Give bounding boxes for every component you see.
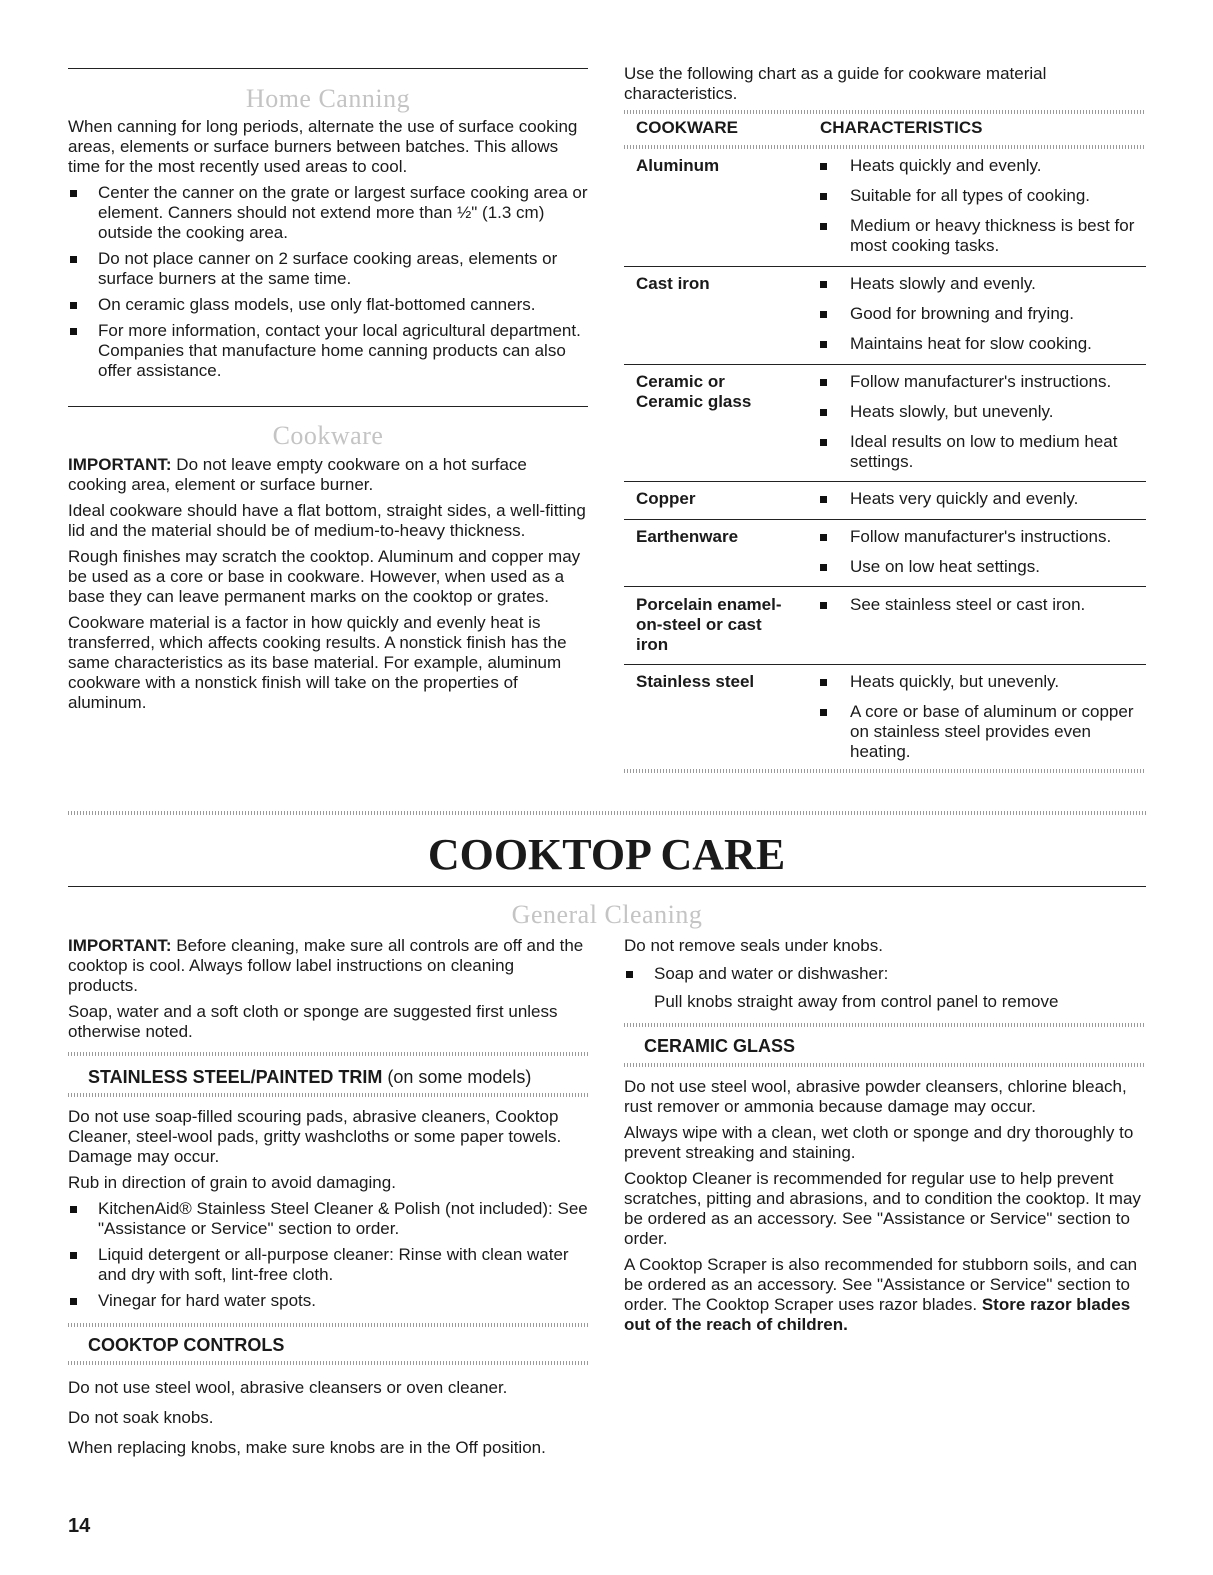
characteristic: Heats very quickly and evenly. bbox=[820, 489, 1150, 509]
home-canning-section bbox=[68, 117, 588, 387]
home-canning-list bbox=[68, 183, 588, 381]
characteristic: Good for browning and frying. bbox=[820, 304, 1150, 324]
characteristic: A core or base of aluminum or copper on stainless steel provides even heating. bbox=[820, 702, 1150, 762]
chart-col-cookware: COOKWARE bbox=[636, 118, 738, 137]
knobs-sub-text: Pull knobs straight away from control panel to remove bbox=[654, 992, 1059, 1011]
characteristics bbox=[820, 595, 1150, 625]
important-text: Do not leave empty cookware on a hot surface cooking area, element or surface burner. bbox=[68, 455, 527, 494]
important-text: Before cleaning, make sure all controls are off and the cooktop is cool. Always follow label instructions on cleaning products. bbox=[68, 936, 584, 995]
list-item: Do not place canner on 2 surface cooking areas, elements or surface burners at the same time. bbox=[68, 249, 588, 289]
general-cleaning-intro bbox=[68, 936, 588, 1048]
dotted-rule bbox=[624, 1023, 1146, 1027]
ceramic-heading: CERAMIC GLASS bbox=[644, 1036, 796, 1056]
stainless-heading-text: STAINLESS STEEL/PAINTED TRIM bbox=[88, 1067, 383, 1087]
page-title: COOKTOP CARE bbox=[427, 830, 786, 879]
characteristics bbox=[820, 489, 1150, 519]
stainless-list bbox=[68, 1199, 588, 1311]
cookware-paragraph: Cookware material is a factor in how quickly and evenly heat is transferred, which affects cooking results. A nonstick finish has the same characteristics as its base material. For example, aluminum cookware with a nonstick finish will take on the properties of aluminum. bbox=[68, 613, 567, 712]
stainless-heading-note: (on some models) bbox=[382, 1067, 532, 1087]
characteristics bbox=[820, 372, 1150, 482]
row-rule bbox=[624, 586, 1146, 587]
characteristic: Heats slowly, but unevenly. bbox=[820, 402, 1150, 422]
characteristic: Use on low heat settings. bbox=[820, 557, 1150, 577]
cookware-name: Cast iron bbox=[636, 274, 710, 293]
soap-text: Soap, water and a soft cloth or sponge are suggested first unless otherwise noted. bbox=[68, 1002, 558, 1041]
characteristics bbox=[820, 527, 1150, 587]
ceramic-section bbox=[624, 1077, 1146, 1341]
cookware-name: Ceramic or Ceramic glass bbox=[636, 372, 752, 411]
characteristic: Heats quickly and evenly. bbox=[820, 156, 1150, 176]
row-rule bbox=[624, 664, 1146, 665]
row-rule bbox=[624, 266, 1146, 267]
section-rule bbox=[68, 886, 1146, 887]
controls-line: Do not soak knobs. bbox=[68, 1408, 214, 1427]
characteristic: Suitable for all types of cooking. bbox=[820, 186, 1150, 206]
dotted-rule bbox=[68, 1093, 588, 1097]
general-important bbox=[68, 936, 588, 996]
characteristics bbox=[820, 672, 1150, 772]
list-item: KitchenAid® Stainless Steel Cleaner & Polish (not included): See "Assistance or Service" section to order. bbox=[68, 1199, 588, 1239]
characteristic: Follow manufacturer's instructions. bbox=[820, 372, 1150, 392]
ceramic-paragraph: Always wipe with a clean, wet cloth or sponge and dry thoroughly to prevent streaking and staining. bbox=[624, 1123, 1134, 1162]
home-canning-heading: Home Canning bbox=[245, 84, 411, 113]
list-item: Center the canner on the grate or largest surface cooking area or element. Canners should not extend more than ½" (1.3 cm) outside the cooking area. bbox=[68, 183, 588, 243]
cookware-name: Stainless steel bbox=[636, 672, 755, 691]
characteristic: Heats slowly and evenly. bbox=[820, 274, 1150, 294]
seals-text: Do not remove seals under knobs. bbox=[624, 936, 883, 955]
knobs-section bbox=[624, 936, 1146, 1018]
controls-line: Do not use steel wool, abrasive cleansers or oven cleaner. bbox=[68, 1378, 508, 1397]
warning-text: Store razor blades out of the reach of children. bbox=[624, 1295, 1131, 1334]
dotted-rule bbox=[68, 1052, 588, 1056]
characteristic: Follow manufacturer's instructions. bbox=[820, 527, 1150, 547]
dotted-rule bbox=[624, 769, 1146, 773]
row-rule bbox=[624, 481, 1146, 482]
cookware-name: Porcelain enamel-on-steel or cast iron bbox=[636, 595, 782, 654]
stainless-heading bbox=[88, 1066, 531, 1088]
characteristic: Maintains heat for slow cooking. bbox=[820, 334, 1150, 354]
characteristic: Ideal results on low to medium heat settings. bbox=[820, 432, 1150, 472]
dotted-rule bbox=[68, 1361, 588, 1365]
list-item: Vinegar for hard water spots. bbox=[68, 1291, 588, 1311]
characteristics bbox=[820, 156, 1150, 266]
cookware-paragraph: Ideal cookware should have a flat bottom, straight sides, a well-fitting lid and the material should be of medium-to-heavy thickness. bbox=[68, 501, 586, 540]
chart-col-characteristics: CHARACTERISTICS bbox=[820, 118, 983, 137]
dotted-rule bbox=[624, 1063, 1146, 1067]
page-number: 14 bbox=[68, 1515, 91, 1537]
list-item: Liquid detergent or all-purpose cleaner: Rinse with clean water and dry with soft, lint-free cloth. bbox=[68, 1245, 588, 1285]
controls-section bbox=[68, 1378, 588, 1464]
cookware-name: Earthenware bbox=[636, 527, 739, 546]
controls-line: When replacing knobs, make sure knobs are in the Off position. bbox=[68, 1438, 546, 1457]
general-cleaning-heading: General Cleaning bbox=[511, 900, 703, 929]
dotted-rule bbox=[624, 145, 1146, 149]
cookware-important bbox=[68, 455, 588, 495]
list-item: Soap and water or dishwasher: bbox=[624, 964, 1146, 984]
ceramic-paragraph: Cooktop Cleaner is recommended for regular use to help prevent scratches, pitting and abrasions, and to condition the cooktop. It may be ordered as an accessory. See "Assistance or Service" section to order. bbox=[624, 1169, 1141, 1248]
cookware-name: Copper bbox=[636, 489, 696, 508]
dotted-rule bbox=[624, 110, 1146, 114]
cookware-section bbox=[68, 455, 588, 719]
characteristic: See stainless steel or cast iron. bbox=[820, 595, 1150, 615]
chart-intro: Use the following chart as a guide for cookware material characteristics. bbox=[624, 64, 1047, 103]
list-item: On ceramic glass models, use only flat-bottomed canners. bbox=[68, 295, 588, 315]
section-rule bbox=[68, 406, 588, 407]
important-label: IMPORTANT: bbox=[68, 936, 172, 955]
characteristics bbox=[820, 274, 1150, 364]
knobs-list bbox=[624, 964, 1146, 984]
list-item: For more information, contact your local agricultural department. Companies that manufacture home canning products can also offer assistance. bbox=[68, 321, 588, 381]
cookware-heading: Cookware bbox=[272, 421, 384, 450]
important-label: IMPORTANT: bbox=[68, 455, 172, 474]
stainless-paragraph: Rub in direction of grain to avoid damaging. bbox=[68, 1173, 396, 1192]
home-canning-intro: When canning for long periods, alternate the use of surface cooking areas, elements or surface burners between batches. This allows time for the most recently used areas to cool. bbox=[68, 117, 578, 176]
dotted-rule bbox=[68, 1323, 588, 1327]
characteristic: Medium or heavy thickness is best for most cooking tasks. bbox=[820, 216, 1150, 256]
section-rule bbox=[68, 68, 588, 69]
controls-heading: COOKTOP CONTROLS bbox=[88, 1335, 285, 1355]
scraper-text: A Cooktop Scraper is also recommended for stubborn soils, and can be ordered as an accessory. See "Assistance or Service" section to order. The Cooktop Scraper uses razor blades. bbox=[624, 1255, 1138, 1314]
dotted-rule bbox=[68, 811, 1146, 815]
row-rule bbox=[624, 519, 1146, 520]
ceramic-paragraph: Do not use steel wool, abrasive powder cleansers, chlorine bleach, rust remover or ammonia because damage may occur. bbox=[624, 1077, 1127, 1116]
stainless-section bbox=[68, 1107, 588, 1317]
row-rule bbox=[624, 364, 1146, 365]
cookware-name: Aluminum bbox=[636, 156, 720, 175]
ceramic-paragraph bbox=[624, 1255, 1146, 1335]
characteristic: Heats quickly, but unevenly. bbox=[820, 672, 1150, 692]
stainless-paragraph: Do not use soap-filled scouring pads, abrasive cleaners, Cooktop Cleaner, steel-wool pads, gritty washcloths or some paper towels. Damage may occur. bbox=[68, 1107, 562, 1166]
cookware-paragraph: Rough finishes may scratch the cooktop. Aluminum and copper may be used as a core or base in cookware. However, when used as a base they can leave permanent marks on the cooktop or grates. bbox=[68, 547, 581, 606]
